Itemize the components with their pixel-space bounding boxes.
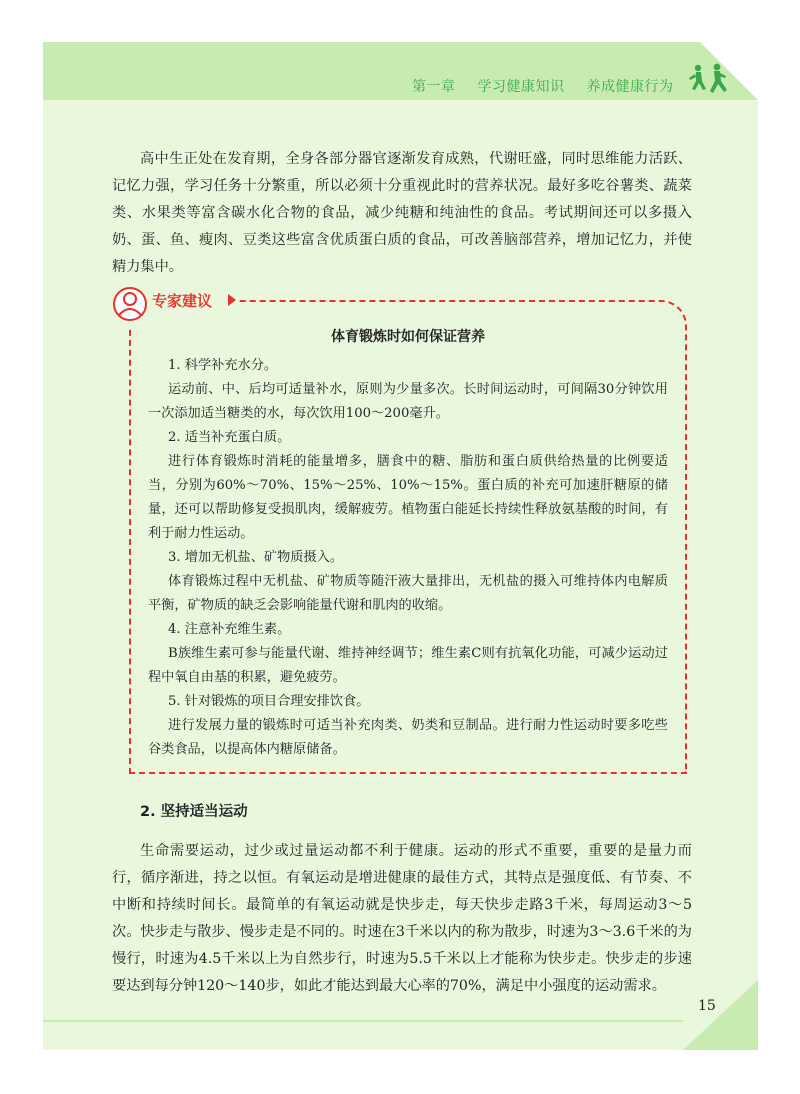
running-header (412, 76, 696, 96)
expert-box-title: 体育锻炼时如何保证营养 (331, 329, 485, 345)
expert-avatar-icon (113, 285, 147, 323)
expert-advice-label: 专家建议 (152, 292, 213, 310)
footer-rule (43, 1020, 683, 1022)
item-heading: 4. 注意补充维生素。 (168, 622, 291, 637)
item-text: 体育锻炼过程中无机盐、矿物质等随汗液大量排出，无机盐的摄入可维持体内电解质平衡，矿物质的缺乏会影响能量代谢和肌肉的收缩。 (148, 574, 668, 613)
item-text: 运动前、中、后均可适量补水，原则为少量多次。长时间运动时，可间隔30分钟饮用一次添加适当糖类的水，每次饮用100～200毫升。 (148, 382, 668, 421)
runners-icon (684, 62, 728, 98)
item-heading: 5. 针对锻炼的项目合理安排饮食。 (168, 694, 370, 709)
chapter-title-b: 养成健康行为 (586, 79, 674, 95)
page-number: 15 (698, 998, 716, 1014)
section-paragraph: 生命需要运动，过少或过量运动都不利于健康。运动的形式不重要，重要的是量力而行，循序渐进，持之以恒。有氧运动是增进健康的最佳方式，其特点是强度低、有节奏、不中断和持续时间长。最简单的有氧运动就是快步走，每天快步走路3千米，每周运动3～5次。快步走与散步、慢步走是不同的。时速在3千米以内的称为散步，时速为3～3.6千米的为慢行，时速为4.5千米以上为自然步行，时速为5.5千米以上才能称为快步走。快步走的步速要达到每分钟120～140步，如此才能达到最大心率的70%，满足中小强度的运动需求。 (112, 843, 692, 995)
chapter-title-a: 学习健康知识 (477, 79, 565, 95)
item-text: 进行发展力量的锻炼时可适当补充肉类、奶类和豆制品。进行耐力性运动时要多吃些谷类食品，以提高体内糖原储备。 (148, 718, 668, 757)
item-text: 进行体育锻炼时消耗的能量增多，膳食中的糖、脂肪和蛋白质供给热量的比例要适当，分别为60%～70%、15%～25%、10%～15%。蛋白质的补充可加速肝糖原的储量，还可以帮助修复受损肌肉，缓解疲劳。植物蛋白能延长持续性释放氨基酸的时间，有利于耐力性运动。 (148, 454, 668, 541)
expert-arrow-icon (228, 294, 236, 306)
item-heading: 2. 适当补充蛋白质。 (168, 430, 291, 445)
intro-paragraph: 高中生正处在发育期，全身各部分器官逐渐发育成熟，代谢旺盛，同时思维能力活跃、记忆力强，学习任务十分繁重，所以必须十分重视此时的营养状况。最好多吃谷薯类、蔬菜类、水果类等富含碳水化合物的食品，减少纯糖和纯油性的食品。考试期间还可以多摄入奶、蛋、鱼、瘦肉、豆类这些富含优质蛋白质的食品，可改善脑部营养，增加记忆力，并使精力集中。 (112, 151, 692, 276)
item-heading: 3. 增加无机盐、矿物质摄入。 (168, 550, 344, 565)
item-heading: 1. 科学补充水分。 (168, 358, 278, 373)
chapter-label: 第一章 (412, 79, 456, 95)
item-text: B族维生素可参与能量代谢、维持神经调节；维生素C则有抗氧化功能，可减少运动过程中氧自由基的积累，避免疲劳。 (148, 646, 668, 685)
footer-corner (683, 980, 758, 1050)
section-title: 2. 坚持适当运动 (140, 804, 248, 820)
expert-box-body (148, 354, 668, 762)
